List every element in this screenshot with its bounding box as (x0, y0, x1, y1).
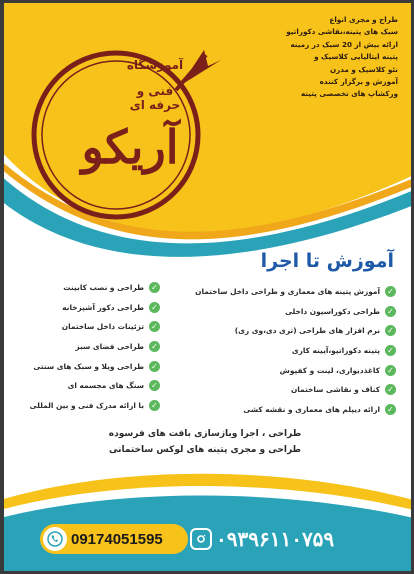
top-service-line: سبک های پتینه،نقاشی دکوراتیو (286, 27, 398, 37)
left-course-list (30, 278, 160, 415)
frame-top (0, 0, 414, 3)
whatsapp-icon (43, 527, 67, 551)
top-services-list (228, 14, 398, 101)
instagram-number: ۰۹۳۹۶۱۱۰۷۵۹ (216, 528, 335, 551)
list-item (186, 282, 396, 302)
right-course-list (186, 282, 396, 419)
top-service-line: نئو کلاسیک و مدرن (330, 64, 398, 74)
instagram-contact[interactable] (190, 524, 380, 554)
list-item (186, 380, 396, 400)
list-item-label: ارائه دیپلم های معماری و نقشه کشی (243, 404, 380, 414)
list-item-label: کناف و نقاشی ساختمان (290, 385, 380, 395)
list-item-label: کاغذدیواری، لینت و کفپوش (279, 365, 380, 375)
logo-title-line1: آموزشگاه (126, 58, 184, 72)
list-item (186, 400, 396, 420)
check-icon: ✓ (149, 380, 160, 391)
check-icon: ✓ (149, 302, 160, 313)
phone-contact[interactable] (40, 524, 188, 554)
check-icon: ✓ (149, 361, 160, 372)
list-item-label: تزئینات داخل ساختمان (61, 322, 144, 332)
logo-title-line2 (110, 84, 200, 112)
list-item-label: سنگ های مجسمه ای (67, 381, 144, 391)
list-item (186, 341, 396, 361)
check-icon: ✓ (385, 306, 396, 317)
top-service-line: ورکشاپ های تخصصی پتینه (301, 89, 398, 99)
check-icon: ✓ (149, 400, 160, 411)
check-icon: ✓ (149, 321, 160, 332)
check-icon: ✓ (385, 384, 396, 395)
list-item (186, 302, 396, 322)
list-item-label: با ارائه مدرک فنی و بین المللی (29, 400, 144, 410)
list-item (30, 376, 160, 396)
instagram-lens-graphic (195, 533, 207, 545)
list-item-label: طراحی دکور آشپزخانه (62, 302, 144, 312)
list-item-label: آموزش پتینه های معماری و طراحی داخل ساختمان (195, 287, 380, 297)
bottom-wave-decoration (0, 470, 414, 574)
list-item (30, 298, 160, 318)
check-icon: ✓ (149, 341, 160, 352)
check-icon: ✓ (385, 365, 396, 376)
list-item-label: نرم افزار های طراحی (تری دی،وی ری) (234, 326, 380, 336)
check-icon: ✓ (385, 325, 396, 336)
description-line: طراحی و مجری پتینه های لوکس ساختمانی (108, 445, 302, 455)
top-service-line: ارائه بیش از 20 سبک در زمینه (290, 39, 398, 49)
phone-number: 09174051595 (71, 530, 163, 548)
list-item-label: طراحی فضای سبز (75, 342, 144, 352)
list-item (30, 317, 160, 337)
phone-handset-graphic (47, 531, 63, 547)
list-item-label: طراحی ویلا و سبک های سنتی (33, 361, 144, 371)
list-item (30, 337, 160, 357)
list-item (30, 356, 160, 376)
headline: آموزش تا اجرا (260, 250, 394, 272)
bottom-background (0, 470, 414, 574)
top-service-line: پتینه ایتالیایی کلاسیک و (314, 52, 398, 62)
list-item (30, 278, 160, 298)
instagram-icon (190, 528, 212, 550)
top-service-line: طراح و مجری انواع (329, 15, 398, 24)
list-item (186, 360, 396, 380)
check-icon: ✓ (149, 282, 160, 293)
list-item (186, 321, 396, 341)
logo-title-part-b: حرفه ای (129, 98, 181, 112)
list-item-label: طراحی دکوراسیون داخلی (285, 306, 380, 316)
list-item-label: پتینه دکوراتیو،آیینه کاری (291, 346, 380, 356)
frame-left (0, 0, 4, 574)
check-icon: ✓ (385, 286, 396, 297)
list-item-label: طراحی و نصب کابینت (63, 283, 144, 293)
description-line: طراحی ، اجرا وبازسازی بافت های فرسوده (108, 429, 302, 439)
list-item (30, 396, 160, 416)
logo-title-part-a: فنی و (136, 84, 174, 98)
top-service-line: آموزش و برگزار کننده (319, 77, 398, 87)
bottom-description (80, 426, 330, 458)
check-icon: ✓ (385, 404, 396, 415)
logo-brand-name: آریکو (81, 120, 179, 174)
check-icon: ✓ (385, 345, 396, 356)
